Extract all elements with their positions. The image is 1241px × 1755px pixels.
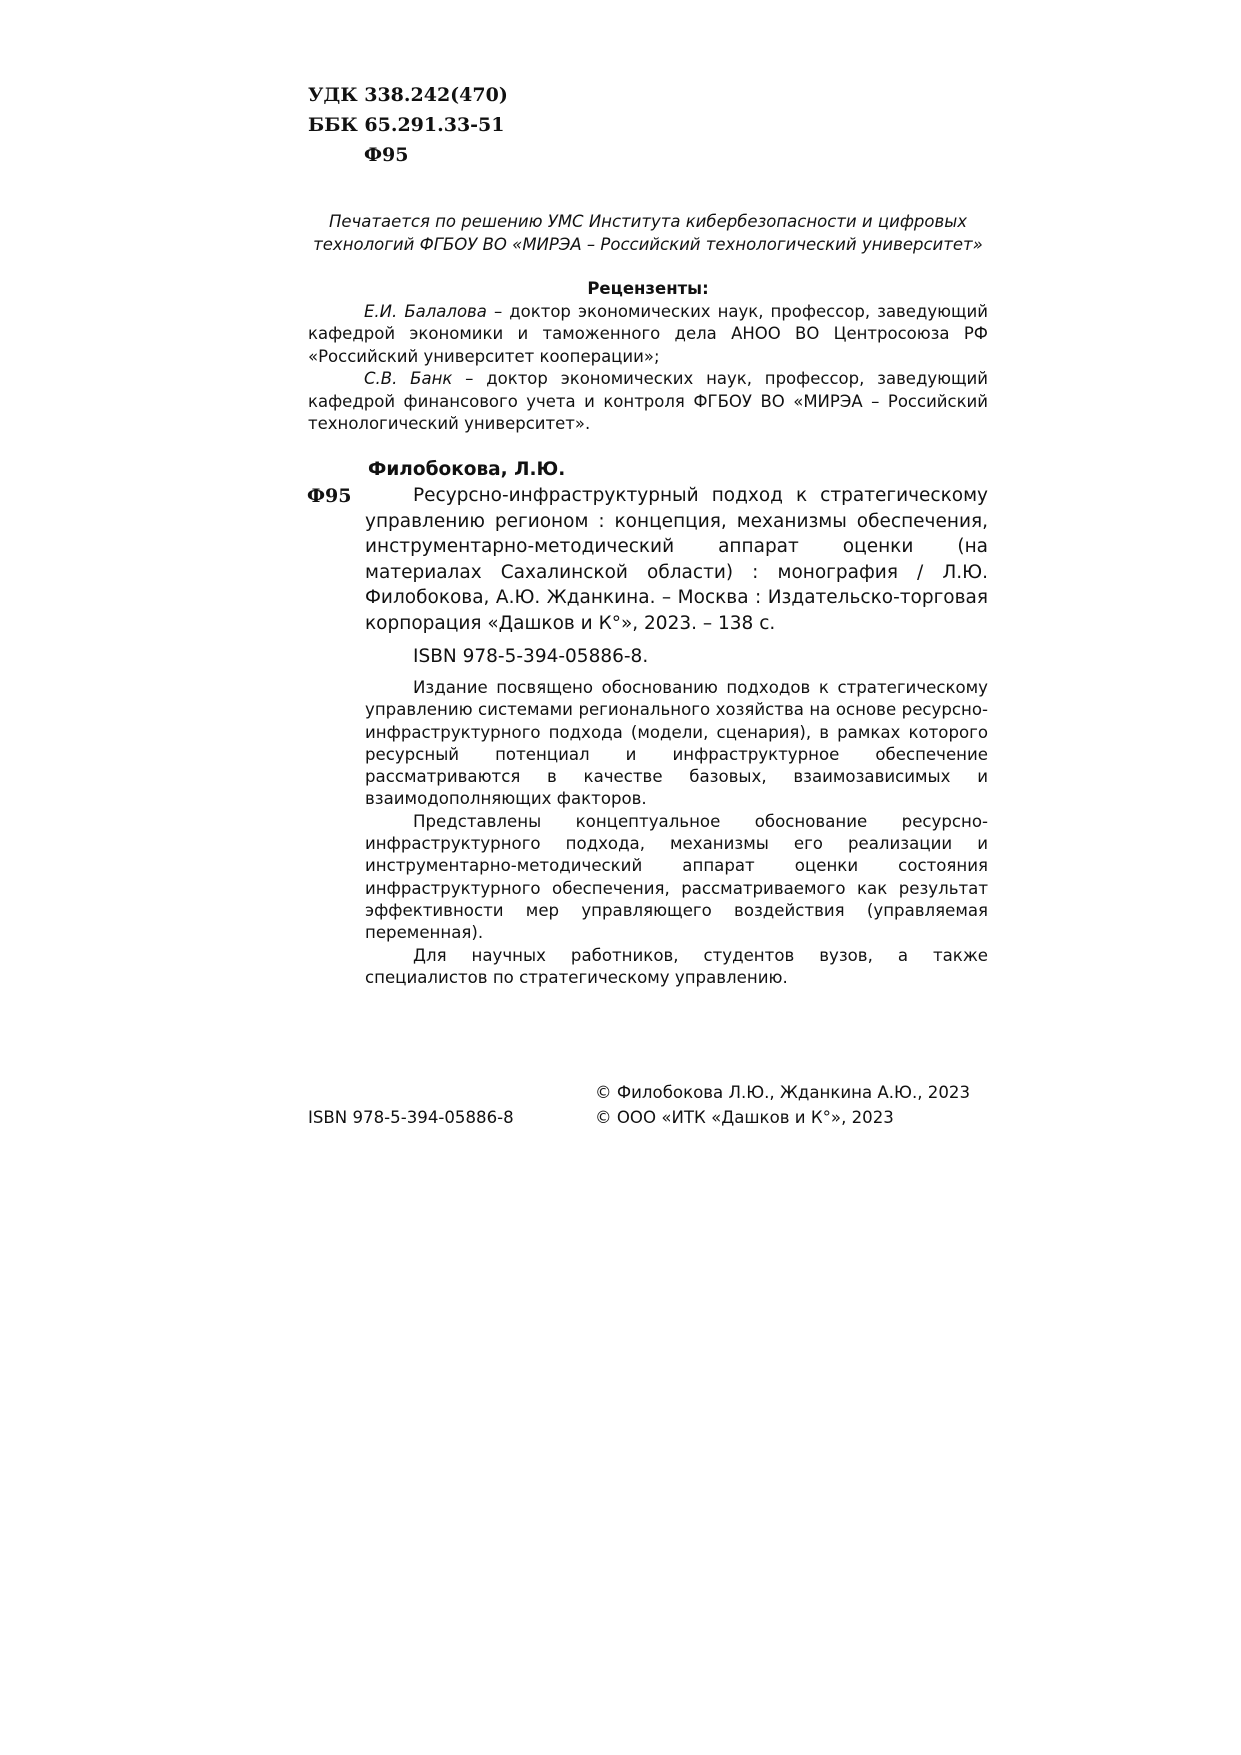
- annotation-paragraph: Представлены концептуальное обоснование ресурсно-инфраструктурного подхода, механизмы его реализации и инструментарно-методический аппарат оценки состояния инфраструктурного обеспечения, рассматриваемого как результат эффективности мер управляющего воздействия (управляемая переменная).: [365, 811, 988, 943]
- bbk-line: [308, 110, 508, 140]
- annotation-paragraph: Издание посвящено обоснованию подходов к стратегическому управлению системами регионального хозяйства на основе ресурсно-инфраструктурного подхода (модели, сценария), в рамках которого ресурсный потенциал и инфраструктурное обеспечение рассматриваются в качестве базовых, взаимозависимых и взаимодополняющих факторов.: [365, 678, 988, 809]
- reviewer-entry: [308, 368, 988, 436]
- udk-label: УДК: [308, 84, 358, 106]
- udk-line: [308, 80, 508, 110]
- footer-isbn: ISBN 978-5-394-05886-8: [308, 1108, 514, 1127]
- copyright-publisher: © ООО «ИТК «Дашков и К°», 2023: [595, 1108, 894, 1127]
- udk-value: 338.242(470): [364, 84, 508, 106]
- copyright-block: [595, 1080, 970, 1130]
- reviewers-section: [308, 278, 988, 436]
- classification-block: [308, 80, 508, 170]
- reviewer-details: – доктор экономических наук, профессор, заведующий кафедрой экономики и таможенного дела АНОО ВО Центросоюза РФ «Российский университет кооперации»;: [308, 301, 988, 366]
- card-isbn: ISBN 978-5-394-05886-8.: [413, 646, 649, 667]
- reviewer-name: С.В. Банк: [364, 369, 453, 388]
- card-author: Филобокова, Л.Ю.: [368, 459, 566, 480]
- annotation-paragraph: Для научных работников, студентов вузов, а также специалистов по стратегическому управлению.: [365, 945, 988, 987]
- bbk-label: ББК: [308, 114, 358, 136]
- reviewers-heading: Рецензенты:: [587, 279, 709, 298]
- bibliographic-description: Ресурсно-инфраструктурный подход к стратегическому управлению регионом : концепция, механизмы обеспечения, инструментарно-методический аппарат оценки (на материалах Сахалинской области) : монография / Л.Ю. Филобокова, А.Ю. Жданкина. – Москва : Издательско-торговая корпорация «Дашков и К°», 2023. – 138 с.: [365, 485, 988, 634]
- reviewer-name: Е.И. Балалова: [364, 301, 487, 321]
- annotation: [365, 677, 988, 989]
- imprint-note: Печатается по решению УМС Института кибербезопасности и цифровых технологий ФГБОУ ВО «МИРЭА – Российский технологический университет»: [313, 212, 983, 254]
- reviewer-entry: [308, 301, 988, 369]
- bbk-value: 65.291.33-51: [364, 114, 505, 136]
- copyright-authors: © Филобокова Л.Ю., Жданкина А.Ю., 2023: [595, 1083, 971, 1102]
- card-code: Ф95: [307, 485, 352, 507]
- author-code: Ф95: [364, 144, 409, 166]
- reviewer-details: – доктор экономических наук, профессор, заведующий кафедрой финансового учета и контроля ФГБОУ ВО «МИРЭА – Российский технологический университет».: [308, 369, 988, 433]
